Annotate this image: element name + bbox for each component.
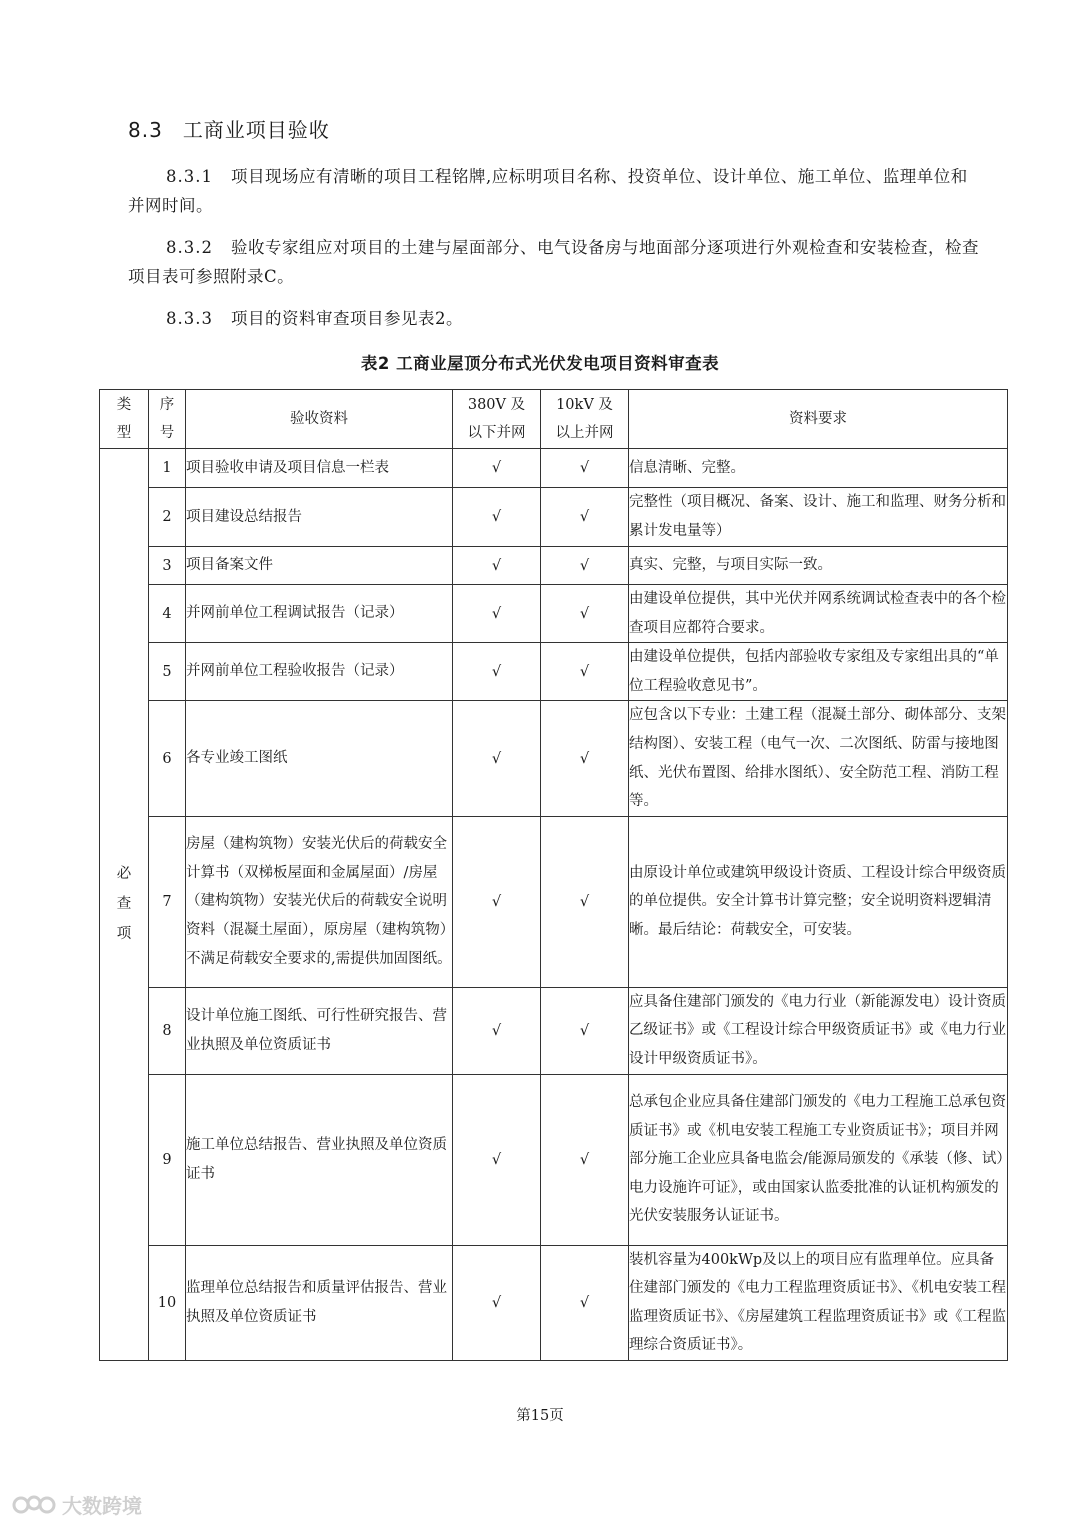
row-check-10kv: √ [541,1245,629,1360]
row-requirement: 真实、完整，与项目实际一致。 [629,547,1008,585]
header-type: 类 型 [100,390,149,449]
clause-text: 项目的资料审查项目参见表2。 [230,309,463,328]
row-material: 房屋（建构筑物）安装光伏后的荷载安全计算书（双梯板屋面和金属屋面）/房屋（建构筑物）安装光伏后的荷载安全说明资料（混凝土屋面），原房屋（建构筑物）不满足荷载安全要求的,需提供加固图纸。 [186,816,453,987]
row-requirement: 信息清晰、完整。 [629,449,1008,488]
clause-number: 8.3.1 [166,167,213,186]
header-10kv: 10kV 及 以上并网 [541,390,629,449]
row-check-10kv: √ [541,987,629,1074]
row-material: 项目备案文件 [186,547,453,585]
row-seq: 4 [149,585,186,643]
clause-number: 8.3.3 [166,309,213,328]
page-number: 第15页 [516,1408,564,1424]
row-seq: 3 [149,547,186,585]
header-seq: 序 号 [149,390,186,449]
row-seq: 7 [149,816,186,987]
row-requirement: 完整性（项目概况、备案、设计、施工和监理、财务分析和累计发电量等） [629,488,1008,547]
row-check-380v: √ [453,701,541,816]
category-cell: 必 查 项 [100,449,149,1361]
row-check-380v: √ [453,547,541,585]
row-check-380v: √ [453,1074,541,1245]
review-table [99,389,1008,1361]
row-seq: 5 [149,643,186,701]
header-requirement: 资料要求 [629,390,1008,449]
section-number: 8.3 [128,118,163,142]
clause-text: 项目现场应有清晰的项目工程铭牌,应标明项目名称、投资单位、设计单位、施工单位、监理单位和并网时间。 [128,167,968,215]
table-row [100,701,1008,816]
header-material: 验收资料 [186,390,453,449]
row-check-10kv: √ [541,585,629,643]
row-material: 并网前单位工程验收报告（记录） [186,643,453,701]
table-row [100,987,1008,1074]
watermark [12,1490,142,1519]
table-row [100,585,1008,643]
logo-icon [12,1494,56,1516]
row-seq: 9 [149,1074,186,1245]
section-heading [128,114,330,143]
row-material: 施工单位总结报告、营业执照及单位资质证书 [186,1074,453,1245]
row-check-10kv: √ [541,449,629,488]
row-check-10kv: √ [541,488,629,547]
row-check-380v: √ [453,449,541,488]
table-row [100,816,1008,987]
row-seq: 6 [149,701,186,816]
row-requirement: 应具备住建部门颁发的《电力行业（新能源发电）设计资质乙级证书》或《工程设计综合甲级资质证书》或《电力行业设计甲级资质证书》。 [629,987,1008,1074]
table-row [100,1245,1008,1360]
table-row [100,449,1008,488]
table-caption: 表2 工商业屋顶分布式光伏发电项目资料审查表 [360,354,720,373]
row-check-380v: √ [453,987,541,1074]
row-check-10kv: √ [541,643,629,701]
row-material: 设计单位施工图纸、可行性研究报告、营业执照及单位资质证书 [186,987,453,1074]
row-requirement: 装机容量为400kWp及以上的项目应有监理单位。应具备住建部门颁发的《电力工程监理资质证书》、《机电安装工程监理资质证书》、《房屋建筑工程监理资质证书》或《工程监理综合资质证书》。 [629,1245,1008,1360]
row-seq: 10 [149,1245,186,1360]
row-material: 监理单位总结报告和质量评估报告、营业执照及单位资质证书 [186,1245,453,1360]
row-requirement: 由原设计单位或建筑甲级设计资质、工程设计综合甲级资质的单位提供。安全计算书计算完整；安全说明资料逻辑清晰。最后结论：荷载安全，可安装。 [629,816,1008,987]
row-seq: 1 [149,449,186,488]
header-380v: 380V 及 以下并网 [453,390,541,449]
row-material: 各专业竣工图纸 [186,701,453,816]
paragraph-8-3-2 [128,233,980,291]
row-check-380v: √ [453,1245,541,1360]
row-check-10kv: √ [541,1074,629,1245]
row-check-380v: √ [453,816,541,987]
row-check-10kv: √ [541,701,629,816]
row-requirement: 总承包企业应具备住建部门颁发的《电力工程施工总承包资质证书》或《机电安装工程施工专业资质证书》；项目并网部分施工企业应具备电监会/能源局颁发的《承装（修、试）电力设施许可证》，或由国家认监委批准的认证机构颁发的光伏安装服务认证证书。 [629,1074,1008,1245]
row-requirement: 由建设单位提供，其中光伏并网系统调试检查表中的各个检查项目应都符合要求。 [629,585,1008,643]
table-row [100,1074,1008,1245]
section-title: 工商业项目验收 [182,118,330,142]
table-row [100,488,1008,547]
row-material: 项目建设总结报告 [186,488,453,547]
clause-text: 验收专家组应对项目的土建与屋面部分、电气设备房与地面部分逐项进行外观检查和安装检查，检查项目表可参照附录C。 [128,238,979,286]
row-check-380v: √ [453,643,541,701]
row-material: 并网前单位工程调试报告（记录） [186,585,453,643]
paragraph-8-3-3 [128,304,980,333]
row-material: 项目验收申请及项目信息一栏表 [186,449,453,488]
clause-number: 8.3.2 [166,238,213,257]
table-header-row [100,390,1008,449]
watermark-text: 大数跨境 [62,1494,142,1518]
row-requirement: 由建设单位提供，包括内部验收专家组及专家组出具的“单位工程验收意见书”。 [629,643,1008,701]
paragraph-8-3-1 [128,162,980,220]
row-seq: 8 [149,987,186,1074]
row-check-380v: √ [453,488,541,547]
row-check-10kv: √ [541,547,629,585]
table-row [100,643,1008,701]
row-check-380v: √ [453,585,541,643]
table-row [100,547,1008,585]
row-check-10kv: √ [541,816,629,987]
row-seq: 2 [149,488,186,547]
row-requirement: 应包含以下专业：土建工程（混凝土部分、砌体部分、支架结构图）、安装工程（电气一次、二次图纸、防雷与接地图纸、光伏布置图、给排水图纸）、安全防范工程、消防工程等。 [629,701,1008,816]
